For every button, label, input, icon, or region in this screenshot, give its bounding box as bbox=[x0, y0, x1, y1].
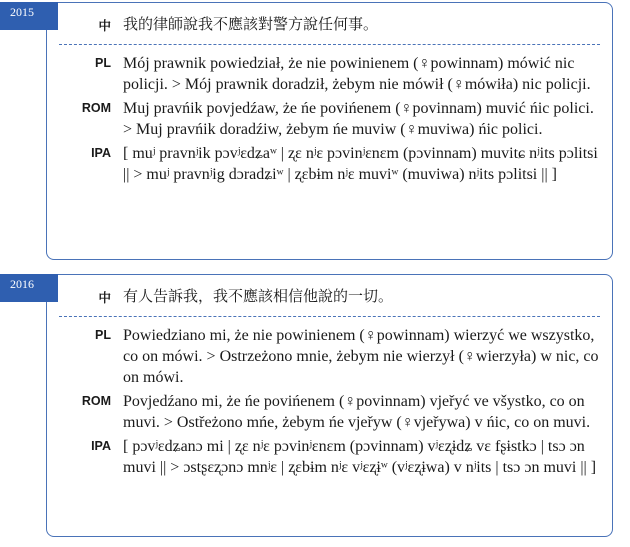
ipa-row bbox=[47, 143, 612, 185]
romanization-sentence: Povjedźano mi, że ńe povińenem (♀povinnam) vjeřyć ve všystko, co on muvi. > Ostřeżono mńe, żebym ńe vjeřyw (♀vjeřywa) v ńic, co on muvi. bbox=[123, 393, 591, 431]
polish-label: PL bbox=[95, 56, 111, 70]
romanization-label: ROM bbox=[81, 394, 111, 408]
year-badge: 2016 bbox=[0, 274, 58, 302]
polish-sentence: Mój prawnik powiedział, że nie powinienem (♀powinnam) mówić nic policji. > Mój prawnik doradził, żebym nie mówił (♀mówiła) nic policji. bbox=[123, 55, 591, 93]
year-badge: 2015 bbox=[0, 2, 58, 30]
ipa-label: IPA bbox=[91, 439, 111, 453]
dashed-divider bbox=[59, 44, 600, 45]
ipa-transcription: [ muʲ pravnʲik pɔvʲɛdʑaʷ | ʐɛ nʲɛ pɔvinʲɛnɛm (pɔvinnam) muvitɕ nʲits pɔlitsi || > muʲ pravnʲig dɔradʑiʷ | ʐɛbɨm nʲɛ muviʷ (muviwa) nʲits pɔlitsi || ] bbox=[123, 145, 598, 183]
entry-card bbox=[46, 2, 613, 260]
ipa-row bbox=[47, 436, 612, 478]
ipa-label: IPA bbox=[91, 146, 111, 160]
romanization-row bbox=[47, 98, 612, 140]
ipa-transcription: [ pɔvʲɛdʑanɔ mi | ʐɛ nʲɛ pɔvinʲɛnɛm (pɔvinnam) vʲɛʐɨdʑ vɛ fʂɨstkɔ | tsɔ ɔn muvi || > ɔstʂɛʐɔnɔ mnʲɛ | ʐɛbɨm nʲɛ vʲɛʐɨʷ (vʲɛʐɨwa) v nʲits | tsɔ ɔn muvi || ] bbox=[123, 438, 597, 476]
entry-card bbox=[46, 274, 613, 537]
chinese-sentence: 我的律師說我不應該對警方說任何事。 bbox=[123, 15, 379, 33]
chinese-label: 中 bbox=[98, 19, 111, 33]
polish-label: PL bbox=[95, 328, 111, 342]
romanization-label: ROM bbox=[81, 101, 111, 115]
chinese-row bbox=[47, 275, 612, 316]
romanization-row bbox=[47, 391, 612, 433]
romanization-sentence: Muj pravńik povjedźaw, że ńe povińenem (♀povinnam) muvić ńic polici. > Muj pravńik doradźiw, żebym ńe muviw (♀muviwa) ńic polici. bbox=[123, 100, 594, 138]
chinese-label: 中 bbox=[98, 291, 111, 305]
dashed-divider bbox=[59, 316, 600, 317]
polish-row bbox=[47, 325, 612, 388]
polish-sentence: Powiedziano mi, że nie powinienem (♀powinnam) wierzyć we wszystko, co on mówi. > Ostrzeżono mnie, żebym nie wierzył (♀wierzyła) w nic, co on mówi. bbox=[123, 327, 599, 386]
chinese-sentence: 有人告訴我，我不應該相信他說的一切。 bbox=[123, 287, 394, 305]
chinese-row bbox=[47, 3, 612, 44]
polish-row bbox=[47, 53, 612, 95]
